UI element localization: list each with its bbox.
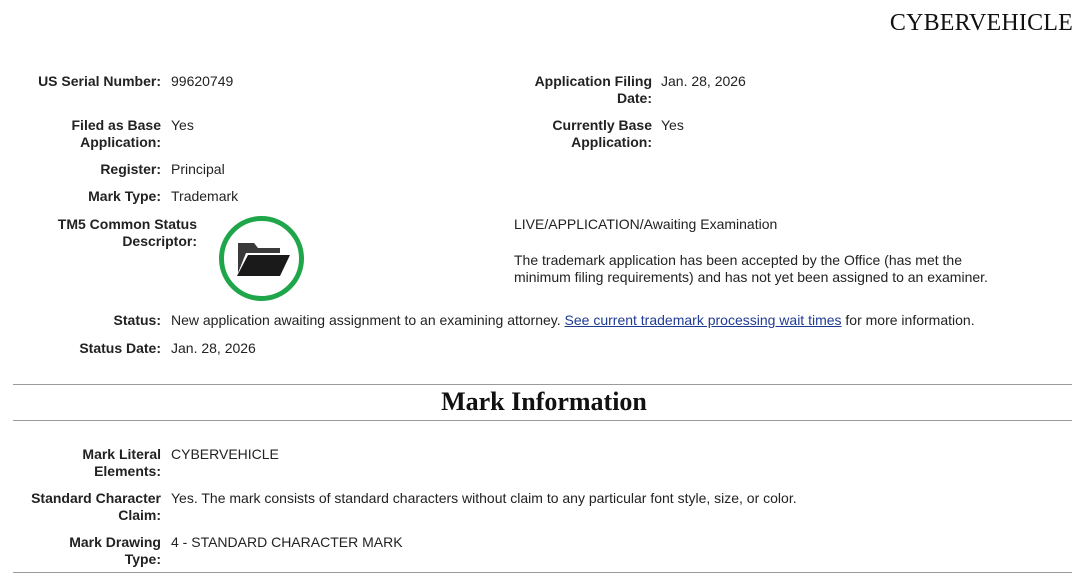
- standard-character-value: Yes. The mark consists of standard characters without claim to any particular font style, size, or color.: [171, 490, 797, 506]
- filing-date-value: Jan. 28, 2026: [661, 73, 746, 89]
- mark-literal-value: CYBERVEHICLE: [171, 446, 279, 462]
- section-divider-top: [13, 384, 1072, 385]
- mark-type-value: Trademark: [171, 188, 239, 204]
- status-suffix: for more information.: [845, 312, 975, 328]
- status-line: [171, 312, 975, 329]
- tm5-status-icon: [219, 216, 304, 301]
- register-label: Register:: [100, 161, 161, 177]
- status-date-label: Status Date:: [79, 340, 161, 356]
- mark-drawing-type-value: 4 - STANDARD CHARACTER MARK: [171, 534, 403, 550]
- serial-number-value: 99620749: [171, 73, 234, 89]
- bottom-divider: [13, 572, 1072, 573]
- serial-number-label: US Serial Number:: [38, 73, 161, 89]
- mark-type-label: Mark Type:: [88, 188, 161, 204]
- status-label: Status:: [113, 312, 161, 328]
- mark-drawing-type-label: Mark Drawing Type:: [69, 534, 161, 567]
- status-date-value: Jan. 28, 2026: [171, 340, 256, 356]
- mark-information-heading: Mark Information: [441, 387, 647, 416]
- mark-title: CYBERVEHICLE: [889, 10, 1073, 36]
- tm5-descriptor-label: TM5 Common Status Descriptor:: [57, 216, 197, 249]
- tm5-status-text: LIVE/APPLICATION/Awaiting Examination: [514, 216, 778, 232]
- currently-base-value: Yes: [661, 117, 684, 133]
- section-divider-bottom: [13, 420, 1072, 421]
- filing-date-label: Application Filing Date:: [534, 73, 652, 106]
- filed-as-base-value: Yes: [171, 117, 194, 133]
- processing-wait-times-link[interactable]: See current trademark processing wait times: [564, 312, 842, 328]
- filed-as-base-label: Filed as Base Application:: [71, 117, 161, 150]
- mark-literal-label: Mark Literal Elements:: [82, 446, 161, 479]
- tm5-status-description: The trademark application has been accepted by the Office (has met the minimum filing requirements) and has not yet been assigned to an examiner.: [514, 252, 988, 285]
- status-text: New application awaiting assignment to an examining attorney.: [171, 312, 561, 328]
- open-folder-icon: [232, 239, 292, 279]
- currently-base-label: Currently Base Application:: [552, 117, 652, 150]
- register-value: Principal: [171, 161, 225, 177]
- standard-character-label: Standard Character Claim:: [31, 490, 161, 523]
